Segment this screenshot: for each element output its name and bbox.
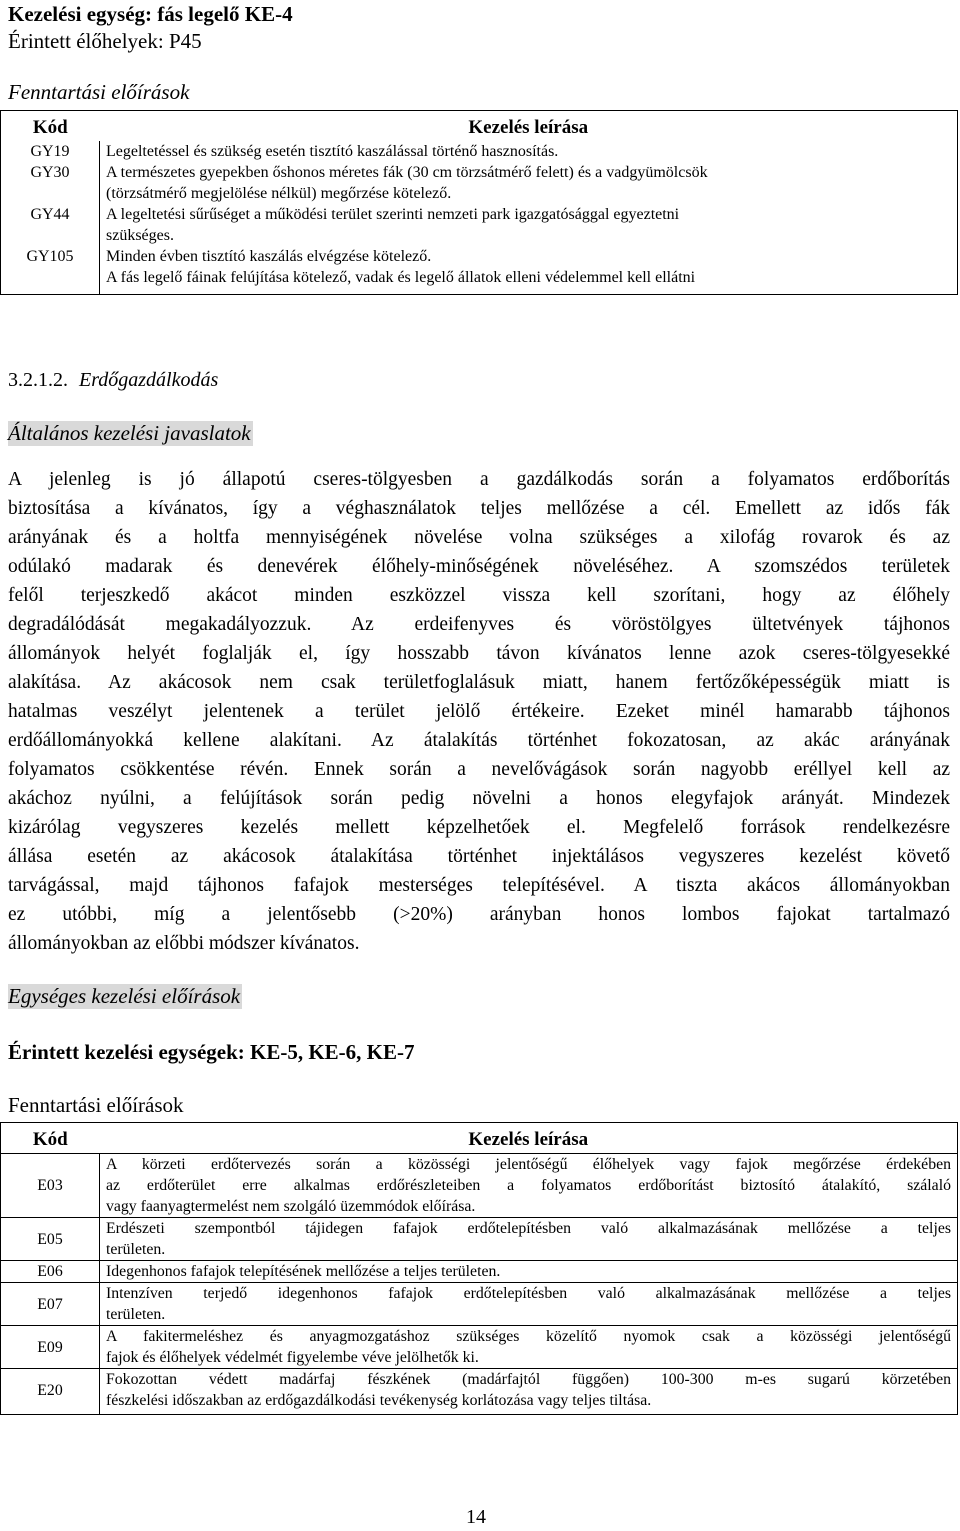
desc-line: területen. (106, 1241, 166, 1258)
desc-line: területen. (106, 1306, 166, 1323)
section-title: Erdőgazdálkodás (79, 369, 219, 391)
paragraph-line: akáchoz nyúlni, a felújítások során pedig növelni a honos elegyfajok arányát. Mindezek (8, 788, 950, 809)
row-desc (100, 162, 958, 204)
table-row (1, 141, 958, 162)
unit-title: Kezelési egység: fás legelő KE-4 (8, 2, 293, 26)
section-number: 3.2.1.2. (8, 369, 68, 391)
desc-line: (törzsátmérő megjelölése nélkül) megőrzése kötelező. (106, 185, 452, 202)
general-heading: Általános kezelési javaslatok (8, 421, 251, 445)
row-code: GY105 (1, 246, 100, 295)
row-desc (100, 141, 958, 162)
desc-line: szükséges. (106, 227, 174, 244)
desc-line: Minden évben tisztító kaszálás elvégzése kötelező. (106, 248, 432, 265)
row-desc (100, 1369, 958, 1415)
paragraph-line: folyamatos csökkentése révén. Ennek során a nevelővágások során nagyobb eréllyel kell az (8, 759, 950, 780)
habitats-line: Érintett élőhelyek: P45 (8, 29, 202, 53)
row-code: E06 (1, 1261, 100, 1283)
row-desc (100, 1261, 958, 1283)
row-code: GY44 (1, 204, 100, 246)
paragraph-line: erdőállományokká kellene alakítani. Az átalakítás történhet fokozatosan, az akác arányának (8, 730, 950, 751)
uniform-heading: Egységes kezelési előírások (8, 984, 241, 1008)
col-code-header: Kód (32, 117, 68, 138)
desc-line: A fakitermeléshez és anyagmozgatáshoz szükséges közelítő nyomok csak a közösségi jelentőségű (106, 1328, 951, 1345)
desc-line: az erdőterület erre alkalmas erdőrészleteiben a folyamatos erdőborítást biztosító átalakító, szálaló (106, 1177, 951, 1194)
table-row (1, 204, 958, 246)
paragraph-line: odúlakó madarak és denevérek élőhely-minőségének növeléséhez. A szomszédos területek (8, 556, 950, 577)
row-desc (100, 1154, 958, 1218)
row-desc (100, 1283, 958, 1326)
paragraph-line: A jelenleg is jó állapotú cseres-tölgyesben a gazdálkodás során a folyamatos erdőborítás (8, 469, 950, 490)
table-row (1, 1154, 958, 1218)
row-code: E20 (1, 1369, 100, 1415)
paragraph-line: arányának és a holtfa mennyiségének növelése volna szükséges a xilofág rovarok és az (8, 527, 950, 548)
paragraph-line: ez utóbbi, míg a jelentősebb (>20%) arányban honos lombos fajokat tartalmazó (8, 904, 950, 925)
table-row (1, 1283, 958, 1326)
affected-units: Érintett kezelési egységek: KE-5, KE-6, KE-7 (8, 1040, 415, 1064)
paragraph-line: állása esetén az akácosok átalakítása történhet injektálásos vegyszeres kezelést követő (8, 846, 950, 867)
rules-heading-1: Fenntartási előírások (8, 80, 190, 104)
table-row (1, 246, 958, 295)
desc-line: Intenzíven terjedő idegenhonos fafajok erdőtelepítésben való alkalmazásának mellőzése a teljes (106, 1285, 951, 1302)
paragraph-line: biztosítása a kívánatos, így a véghasználatok teljes mellőzése a cél. Emellett az idős fák (8, 498, 950, 519)
paragraph-line: alakítása. Az akácosok nem csak területfoglalásuk miatt, hanem fertőzőképességük miatt is (8, 672, 950, 693)
col-desc-header: Kezelés leírása (468, 117, 589, 138)
table-header-row (1, 1123, 958, 1154)
table-row (1, 1261, 958, 1283)
table-row (1, 1326, 958, 1369)
desc-line: Fokozottan védett madárfaj fészkének (madárfajtól függően) 100-300 m-es sugarú körzetében (106, 1371, 951, 1388)
table-row (1, 1218, 958, 1261)
row-desc (100, 246, 958, 295)
rules-table-2 (0, 1122, 958, 1415)
row-code: E05 (1, 1218, 100, 1261)
rules-heading-2: Fenntartási előírások (8, 1093, 184, 1117)
row-desc (100, 204, 958, 246)
desc-line: Idegenhonos fafajok telepítésének mellőzése a teljes területen. (106, 1263, 501, 1280)
desc-line: Legeltetéssel és szükség esetén tisztító kaszálással történő hasznosítás. (106, 143, 559, 160)
desc-line: A legeltetési sűrűséget a működési terület szerinti nemzeti park igazgatósággal egyeztetni (106, 206, 680, 223)
table-header-row (1, 111, 958, 142)
row-desc (100, 1218, 958, 1261)
general-paragraph (8, 465, 950, 958)
table-row (1, 162, 958, 204)
desc-line: fajok és élőhelyek védelmét figyelembe véve jelölhetők ki. (106, 1349, 479, 1366)
paragraph-line: kizárólag vegyszeres kezelés mellett képzelhetőek el. Megfelelő források rendelkezésre (8, 817, 950, 838)
table-row (1, 1369, 958, 1415)
col-desc-header: Kezelés leírása (468, 1129, 589, 1150)
row-code: E09 (1, 1326, 100, 1369)
page-number: 14 (466, 1506, 486, 1528)
section-heading (8, 369, 218, 392)
row-code: E03 (1, 1154, 100, 1218)
paragraph-line: tarvágással, majd tájhonos fafajok mesterséges telepítésével. A tiszta akácos állományokban (8, 875, 950, 896)
paragraph-line: hatalmas veszélyt jelentenek a terület jelölő értékeire. Ezeket minél hamarabb tájhonos (8, 701, 950, 722)
row-desc (100, 1326, 958, 1369)
paragraph-line: felől terjeszkedő akácot minden eszközzel vissza kell szorítani, hogy az élőhely (8, 585, 950, 606)
paragraph-line: állományokban az előbbi módszer kívánatos. (8, 933, 360, 954)
desc-line: A fás legelő fáinak felújítása kötelező, vadak és legelő állatok elleni védelemmel kell ellátni (106, 269, 696, 286)
desc-line: Erdészeti szempontból tájidegen fafajok erdőtelepítésben való alkalmazásának mellőzése a teljes (106, 1220, 951, 1237)
row-code: E07 (1, 1283, 100, 1326)
desc-line: A természetes gyepekben őshonos méretes fák (30 cm törzsátmérő felett) és a vadgyümölcsök (106, 164, 708, 181)
desc-line: vagy faanyagtermelést nem szolgáló üzemmódok előírása. (106, 1198, 476, 1215)
rules-table-1 (0, 110, 958, 295)
paragraph-line: állományok helyét foglalják el, így hosszabb távon kívánatos lenne azok cseres-tölgyesekké (8, 643, 950, 664)
row-code: GY19 (1, 141, 100, 162)
desc-line: fészkelési időszakban az erdőgazdálkodási tevékenység korlátozása vagy teljes tiltása. (106, 1392, 652, 1409)
paragraph-line: degradálódását megakadályozzuk. Az erdeifenyves és vöröstölgyes ültetvények tájhonos (8, 614, 950, 635)
col-code-header: Kód (32, 1129, 68, 1150)
row-code: GY30 (1, 162, 100, 204)
desc-line: A körzeti erdőtervezés során a közösségi jelentőségű élőhelyek vagy fajok megőrzése érdekében (106, 1156, 951, 1173)
